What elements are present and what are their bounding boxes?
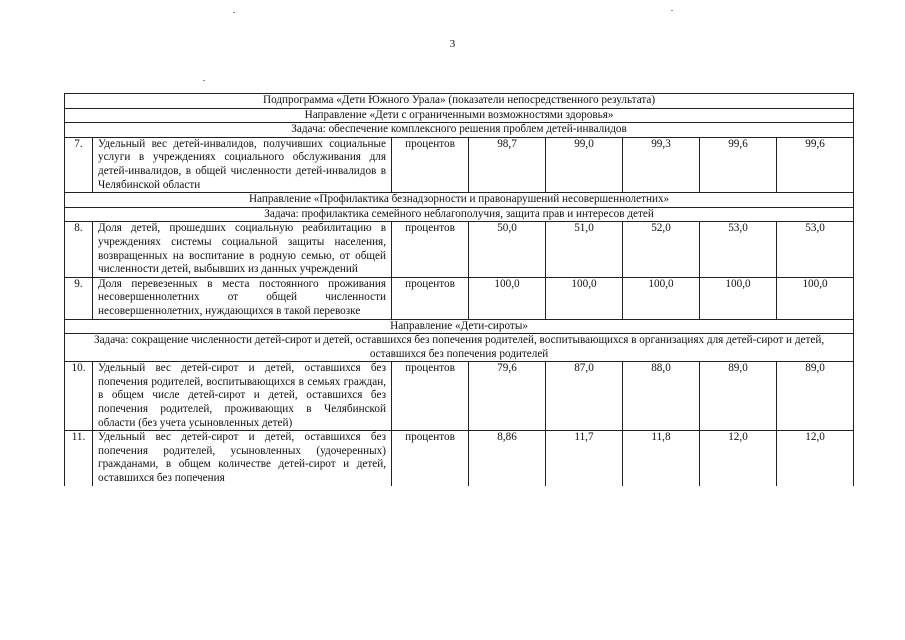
subprogram-row bbox=[65, 94, 854, 109]
row-value: 87,0 bbox=[546, 362, 623, 431]
row-value: 12,0 bbox=[777, 431, 854, 486]
row-number: 11. bbox=[65, 431, 93, 486]
row-value: 52,0 bbox=[623, 222, 700, 277]
direction-row bbox=[65, 319, 854, 334]
row-value: 51,0 bbox=[546, 222, 623, 277]
row-value: 11,7 bbox=[546, 431, 623, 486]
table-row bbox=[65, 222, 854, 277]
row-description: Удельный вес детей-сирот и детей, оставшихся без попечения родителей, усыновленных (удочеренных) гражданами, в общем количестве детей-сирот и детей, оставшихся без попечения bbox=[93, 431, 392, 486]
row-unit: процентов bbox=[392, 222, 469, 277]
row-value: 100,0 bbox=[546, 277, 623, 319]
row-value: 12,0 bbox=[700, 431, 777, 486]
table-row bbox=[65, 362, 854, 431]
row-value: 98,7 bbox=[469, 137, 546, 192]
row-value: 99,0 bbox=[546, 137, 623, 192]
row-value: 99,3 bbox=[623, 137, 700, 192]
table-row bbox=[65, 277, 854, 319]
row-value: 8,86 bbox=[469, 431, 546, 486]
direction-title: Направление «Профилактика безнадзорности и правонарушений несовершеннолетних» bbox=[65, 193, 854, 208]
table-row bbox=[65, 431, 854, 486]
row-value: 99,6 bbox=[777, 137, 854, 192]
row-description: Удельный вес детей-инвалидов, получивших социальные услуги в учреждениях социального обслуживания для детей-инвалидов, в общей численности детей-инвалидов в Челябинской области bbox=[93, 137, 392, 192]
row-value: 11,8 bbox=[623, 431, 700, 486]
direction-title: Направление «Дети-сироты» bbox=[65, 319, 854, 334]
row-number: 10. bbox=[65, 362, 93, 431]
task-title: Задача: профилактика семейного неблагополучия, защита прав и интересов детей bbox=[65, 207, 854, 222]
table-row bbox=[65, 137, 854, 192]
task-row bbox=[65, 207, 854, 222]
row-value: 100,0 bbox=[469, 277, 546, 319]
subprogram-title: Подпрограмма «Дети Южного Урала» (показатели непосредственного результата) bbox=[65, 94, 854, 109]
page-number: 3 bbox=[449, 38, 456, 50]
row-unit: процентов bbox=[392, 362, 469, 431]
row-value: 100,0 bbox=[623, 277, 700, 319]
row-value: 89,0 bbox=[777, 362, 854, 431]
scan-speck bbox=[203, 80, 205, 81]
row-description: Доля перевезенных в места постоянного проживания несовершеннолетних от общей численности несовершеннолетних, нуждающихся в такой перевозке bbox=[93, 277, 392, 319]
row-value: 99,6 bbox=[700, 137, 777, 192]
row-value: 100,0 bbox=[777, 277, 854, 319]
task-title: Задача: сокращение численности детей-сирот и детей, оставшихся без попечения родителей, воспитывающихся в организациях для детей-сирот и детей, оставшихся без попечения родителей bbox=[65, 334, 854, 362]
table-body bbox=[65, 94, 854, 486]
row-value: 53,0 bbox=[700, 222, 777, 277]
scan-speck bbox=[671, 10, 673, 11]
row-unit: процентов bbox=[392, 431, 469, 486]
row-value: 100,0 bbox=[700, 277, 777, 319]
row-number: 9. bbox=[65, 277, 93, 319]
row-value: 53,0 bbox=[777, 222, 854, 277]
row-value: 89,0 bbox=[700, 362, 777, 431]
direction-row bbox=[65, 108, 854, 123]
scan-speck bbox=[233, 12, 235, 13]
direction-row bbox=[65, 193, 854, 208]
row-number: 7. bbox=[65, 137, 93, 192]
row-description: Удельный вес детей-сирот и детей, оставшихся без попечения родителей, воспитывающихся в семьях граждан, в общем числе детей-сирот и детей, оставшихся без попечения родителей, проживающих в Челябинской области (без учета усыновленных детей) bbox=[93, 362, 392, 431]
row-unit: процентов bbox=[392, 137, 469, 192]
row-unit: процентов bbox=[392, 277, 469, 319]
row-value: 50,0 bbox=[469, 222, 546, 277]
task-row bbox=[65, 123, 854, 138]
task-row bbox=[65, 334, 854, 362]
task-title: Задача: обеспечение комплексного решения проблем детей-инвалидов bbox=[65, 123, 854, 138]
direction-title: Направление «Дети с ограниченными возможностями здоровья» bbox=[65, 108, 854, 123]
indicators-table bbox=[64, 93, 854, 486]
row-value: 88,0 bbox=[623, 362, 700, 431]
row-description: Доля детей, прошедших социальную реабилитацию в учреждениях системы социальной защиты населения, возвращенных на воспитание в родную семью, от общей численности детей, выбывших из данных учреждений bbox=[93, 222, 392, 277]
row-value: 79,6 bbox=[469, 362, 546, 431]
row-number: 8. bbox=[65, 222, 93, 277]
